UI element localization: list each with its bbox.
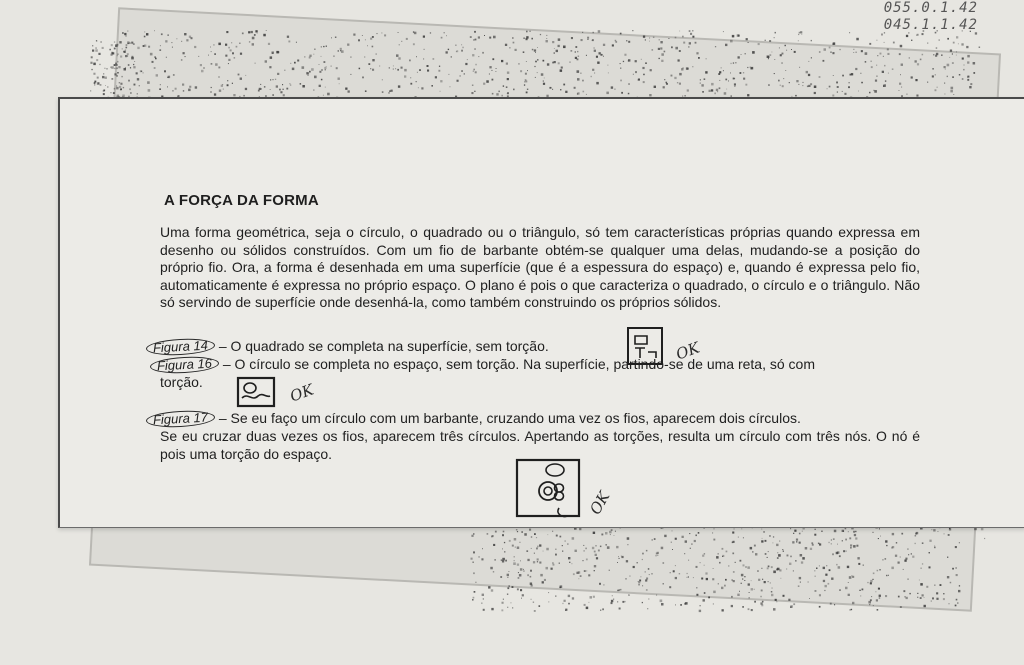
figure-14-tag: Figura 14 — [146, 337, 216, 357]
figure-17-sketch — [515, 458, 581, 524]
figure-16-text: – O círculo se completa no espaço, sem torção. Na superfície, partindo-se de uma reta, só com — [222, 356, 815, 372]
figure-17-tag: Figura 17 — [146, 409, 216, 429]
figure-14-text: – O quadrado se completa na superfície, sem torção. — [218, 338, 549, 354]
figure-16-sketch — [236, 376, 278, 410]
page-title: A FORÇA DA FORMA — [164, 192, 319, 209]
figure-16-tag: Figura 16 — [150, 355, 220, 375]
ok-mark-2: OK — [287, 380, 316, 406]
figure-17-line — [146, 410, 801, 428]
figure-14-sketch — [626, 326, 666, 368]
figure-17-continuation: Se eu cruzar duas vezes os fios, aparecem três círculos. Apertando as torções, resulta um círculo com três nós. O nó é pois uma torção do espaço. — [160, 428, 920, 462]
ok-mark-1: OK — [673, 338, 702, 364]
ok-mark-3: OK — [586, 488, 614, 518]
figure-14-line — [146, 338, 549, 356]
catalog-number-1: 055.0.1.42 — [883, 0, 978, 16]
catalog-number-2: 045.1.1.42 — [883, 17, 978, 33]
intro-paragraph: Uma forma geométrica, seja o círculo, o quadrado ou o triângulo, só tem características próprias quando expressa em desenho ou sólidos construídos. Com um fio de barbante obtém-se qualquer uma delas, mudando-se a posição do próprio fio. Ora, a forma é desenhada em uma superfície (que é a espessura do espaço) e, quando é expressa pelo fio, automaticamente é expressa no próprio espaço. O plano é pois o que caracteriza o quadrado, o círculo e o triângulo. Não só servindo de superfície onde desenhá-la, como também construindo os próprios sólidos. — [160, 224, 920, 310]
figure-17-text: – Se eu faço um círculo com um barbante, cruzando uma vez os fios, aparecem dois círculos. — [218, 410, 801, 426]
figure-16-continuation: torção. — [160, 374, 203, 390]
figure-16-line — [150, 356, 815, 374]
